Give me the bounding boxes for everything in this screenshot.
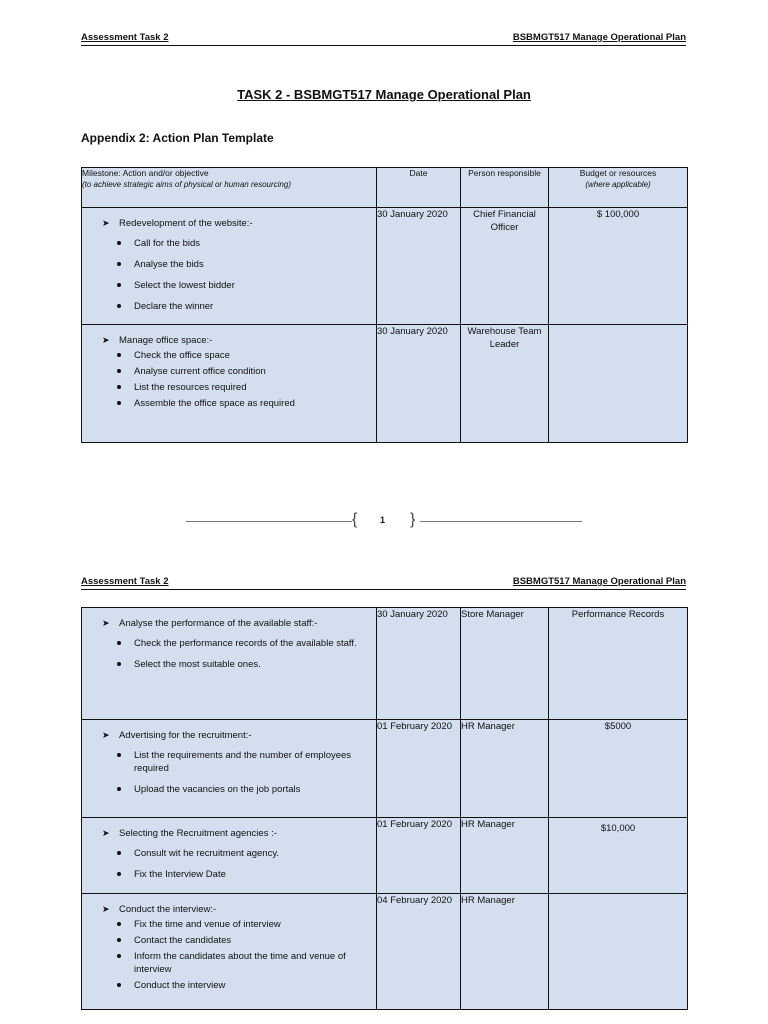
person-cell: HR Manager bbox=[461, 720, 549, 818]
table-row bbox=[82, 818, 688, 894]
step-item: Inform the candidates about the time and venue of interview bbox=[134, 950, 370, 976]
step-item: Check the office space bbox=[134, 349, 370, 362]
milestone-header-label: Milestone: Action and/or objective bbox=[82, 168, 209, 178]
milestone-cell bbox=[82, 894, 377, 1010]
arrow-bullet-icon: ➤ bbox=[102, 218, 110, 228]
table-row bbox=[82, 720, 688, 818]
milestone-title: Selecting the Recruitment agencies :- bbox=[119, 828, 277, 839]
step-item: List the resources required bbox=[134, 381, 370, 394]
table-row bbox=[82, 208, 688, 325]
step-item: Fix the Interview Date bbox=[134, 868, 370, 881]
step-item: List the requirements and the number of employees required bbox=[134, 749, 370, 775]
step-item: Analyse current office condition bbox=[134, 365, 370, 378]
person-cell: HR Manager bbox=[461, 818, 549, 894]
milestone-cell bbox=[82, 608, 377, 720]
page-header bbox=[81, 31, 686, 46]
budget-cell bbox=[549, 894, 688, 1010]
header-right: BSBMGT517 Manage Operational Plan bbox=[512, 576, 686, 587]
milestone-cell bbox=[82, 208, 377, 325]
step-item: Declare the winner bbox=[134, 300, 370, 313]
task-title: TASK 2 - BSBMGT517 Manage Operational Plan bbox=[237, 87, 531, 102]
page-footer bbox=[186, 510, 582, 532]
table-row bbox=[82, 894, 688, 1010]
budget-cell: Performance Records bbox=[549, 608, 688, 720]
step-item: Assemble the office space as required bbox=[134, 397, 370, 410]
budget-header-note: (where applicable) bbox=[585, 180, 651, 189]
arrow-bullet-icon: ➤ bbox=[102, 335, 110, 345]
date-cell: 30 January 2020 bbox=[377, 608, 461, 720]
step-item: Check the performance records of the available staff. bbox=[134, 637, 370, 650]
page-number: 1 bbox=[380, 515, 386, 525]
milestone-title: Conduct the interview:- bbox=[119, 904, 217, 915]
milestone-title: Manage office space:- bbox=[119, 335, 213, 346]
header-left: Assessment Task 2 bbox=[81, 576, 169, 587]
milestone-cell bbox=[82, 818, 377, 894]
table-row bbox=[82, 325, 688, 443]
appendix-title: Appendix 2: Action Plan Template bbox=[81, 131, 274, 145]
date-cell: 30 January 2020 bbox=[377, 208, 461, 325]
person-cell: Store Manager bbox=[461, 608, 549, 720]
milestone-title: Redevelopment of the website:- bbox=[119, 218, 253, 229]
table-header-row bbox=[82, 168, 688, 208]
step-item: Consult wit he recruitment agency. bbox=[134, 847, 370, 860]
budget-header bbox=[549, 168, 688, 208]
milestone-header-note: (to achieve strategic aims of physical or human resourcing) bbox=[82, 180, 291, 189]
milestone-cell bbox=[82, 720, 377, 818]
budget-cell: $ 100,000 bbox=[549, 208, 688, 325]
budget-cell: $10,000 bbox=[549, 818, 688, 894]
header-right: BSBMGT517 Manage Operational Plan bbox=[512, 32, 686, 43]
step-item: Analyse the bids bbox=[134, 258, 370, 271]
step-item: Upload the vacancies on the job portals bbox=[134, 783, 370, 796]
milestone-title: Analyse the performance of the available staff:- bbox=[119, 618, 318, 629]
step-item: Fix the time and venue of interview bbox=[134, 918, 370, 931]
arrow-bullet-icon: ➤ bbox=[102, 904, 110, 914]
milestone-header bbox=[82, 168, 377, 208]
date-cell: 04 February 2020 bbox=[377, 894, 461, 1010]
step-item: Select the most suitable ones. bbox=[134, 658, 370, 671]
step-item: Call for the bids bbox=[134, 237, 370, 250]
step-item: Contact the candidates bbox=[134, 934, 370, 947]
header-left: Assessment Task 2 bbox=[81, 32, 169, 43]
table-row bbox=[82, 608, 688, 720]
footer-rule-left bbox=[186, 521, 352, 522]
date-cell: 30 January 2020 bbox=[377, 325, 461, 443]
step-item: Select the lowest bidder bbox=[134, 279, 370, 292]
action-plan-table-page2 bbox=[81, 607, 688, 1010]
date-header-label: Date bbox=[409, 168, 428, 178]
person-header bbox=[461, 168, 549, 208]
budget-cell: $5000 bbox=[549, 720, 688, 818]
footer-rule-right bbox=[420, 521, 582, 522]
action-plan-table-page1 bbox=[81, 167, 688, 443]
milestone-cell bbox=[82, 325, 377, 443]
right-brace-icon: } bbox=[410, 511, 416, 528]
person-header-label: Person responsible bbox=[468, 168, 541, 178]
date-header bbox=[377, 168, 461, 208]
budget-header-label: Budget or resources bbox=[579, 168, 657, 178]
arrow-bullet-icon: ➤ bbox=[102, 618, 110, 628]
date-cell: 01 February 2020 bbox=[377, 720, 461, 818]
step-item: Conduct the interview bbox=[134, 979, 370, 992]
milestone-title: Advertising for the recruitment:- bbox=[119, 730, 252, 741]
page-header-2 bbox=[81, 575, 686, 590]
arrow-bullet-icon: ➤ bbox=[102, 730, 110, 740]
person-cell: Warehouse Team Leader bbox=[461, 325, 549, 443]
person-cell: HR Manager bbox=[461, 894, 549, 1010]
date-cell: 01 February 2020 bbox=[377, 818, 461, 894]
person-cell: Chief Financial Officer bbox=[461, 208, 549, 325]
arrow-bullet-icon: ➤ bbox=[102, 828, 110, 838]
left-brace-icon: { bbox=[352, 511, 358, 528]
budget-cell bbox=[549, 325, 688, 443]
